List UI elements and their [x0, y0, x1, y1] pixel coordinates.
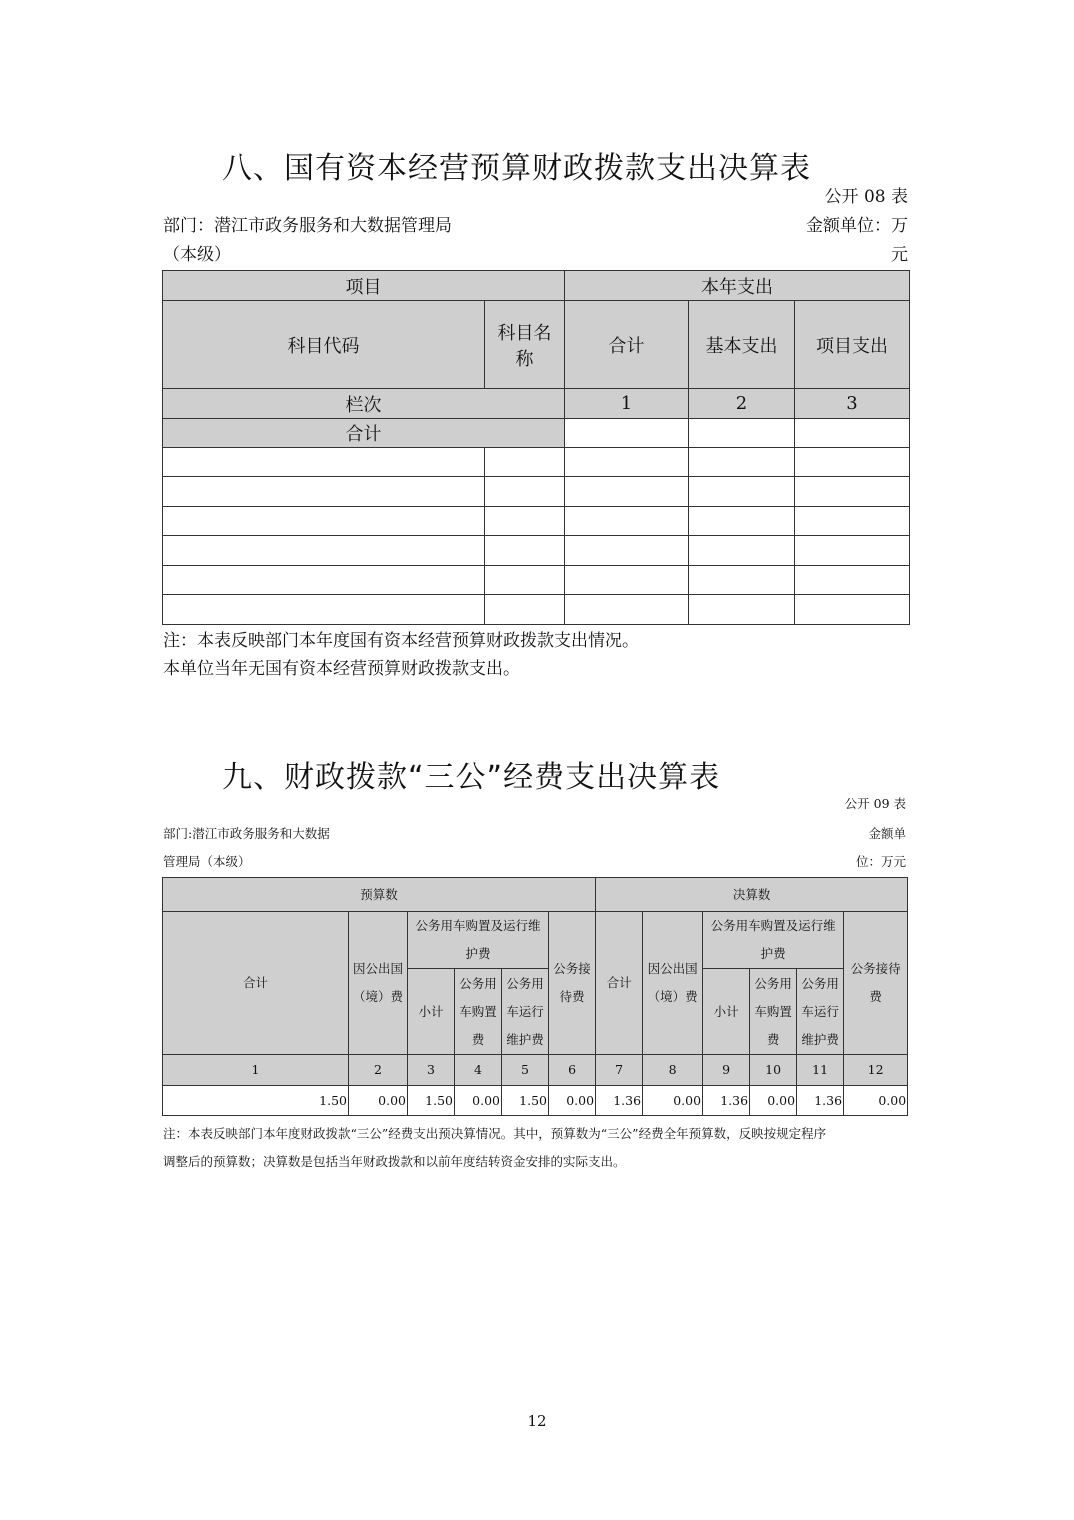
- col-number: 4: [455, 1055, 502, 1086]
- header-final-subtotal: 小计: [703, 969, 750, 1055]
- header-final-purchase: 公务用 车购置 费: [750, 969, 797, 1055]
- col-number: 1: [163, 1055, 349, 1086]
- value-cell: 1.36: [596, 1086, 643, 1116]
- col-number: 5: [502, 1055, 549, 1086]
- section8-note: 注：本表反映部门本年度国有资本经营预算财政拨款支出情况。: [163, 631, 639, 651]
- value-cell: 0.00: [455, 1086, 502, 1116]
- value-cell: 1.36: [797, 1086, 844, 1116]
- value-cell: 1.50: [163, 1086, 349, 1116]
- section8-note-2: 本单位当年无国有资本经营预算财政拨款支出。: [163, 659, 520, 679]
- col-number-1: 1: [565, 389, 689, 419]
- section8-table: [162, 270, 910, 625]
- header-project-expense: 项目支出: [795, 301, 910, 389]
- section9-unit: 金额单: [868, 826, 906, 841]
- value-cell: 0.00: [643, 1086, 703, 1116]
- section9-note-2: 调整后的预算数；决算数是包括当年财政拨款和以前年度结转资金安排的实际支出。: [163, 1154, 626, 1169]
- col-number: 7: [596, 1055, 643, 1086]
- table-cell: [795, 419, 910, 448]
- table-row: [163, 477, 910, 507]
- header-subject-name: 科目名 称: [485, 301, 565, 389]
- page-number: 12: [527, 1412, 547, 1430]
- header-project: 项目: [163, 271, 565, 301]
- value-cell: 0.00: [750, 1086, 797, 1116]
- header-total: 合计: [565, 301, 689, 389]
- col-number: 8: [643, 1055, 703, 1086]
- table-cell: [565, 419, 689, 448]
- values-row: [163, 1086, 908, 1116]
- header-subtotal: 小计: [408, 969, 455, 1055]
- col-number: 2: [349, 1055, 408, 1086]
- header-reception: 公务接 待费: [549, 912, 596, 1055]
- section9-title: 九、财政拨款“三公”经费支出决算表: [222, 760, 721, 795]
- col-number: 6: [549, 1055, 596, 1086]
- header-purchase: 公务用 车购置 费: [455, 969, 502, 1055]
- table-row: [163, 507, 910, 536]
- header-final-vehicle: 公务用车购置及运行维 护费: [703, 912, 844, 969]
- row-label: 栏次: [163, 389, 565, 419]
- table-row: [163, 595, 910, 625]
- col-number: 11: [797, 1055, 844, 1086]
- section9-department: 部门:潜江市政务服务和大数据: [163, 826, 330, 841]
- col-number: 12: [844, 1055, 908, 1086]
- header-budget: 预算数: [163, 878, 596, 912]
- section9-unit-cont: 位：万元: [855, 854, 906, 869]
- value-cell: 1.50: [502, 1086, 549, 1116]
- section9-note: 注：本表反映部门本年度财政拨款“三公”经费支出预决算情况。其中，预算数为“三公”经费全年预算数，反映按规定程序: [163, 1126, 827, 1141]
- section8-department-level: （本级）: [163, 245, 231, 265]
- value-cell: 1.50: [408, 1086, 455, 1116]
- header-final-running: 公务用 车运行 维护费: [797, 969, 844, 1055]
- section8-form-number: 公开 08 表: [824, 187, 908, 207]
- section9-table: [162, 877, 908, 1116]
- section8-department: 部门：潜江市政务服务和大数据管理局: [163, 216, 452, 236]
- value-cell: 1.36: [703, 1086, 750, 1116]
- table-row: [163, 448, 910, 477]
- section8-unit: 金额单位：万: [806, 216, 908, 236]
- header-final-total: 合计: [596, 912, 643, 1055]
- section9-form-number: 公开 09 表: [844, 796, 906, 811]
- header-running: 公务用 车运行 维护费: [502, 969, 549, 1055]
- col-number: 10: [750, 1055, 797, 1086]
- header-basic: 基本支出: [689, 301, 795, 389]
- header-final-reception: 公务接待 费: [844, 912, 908, 1055]
- value-cell: 0.00: [349, 1086, 408, 1116]
- col-number-3: 3: [795, 389, 910, 419]
- header-current-year: 本年支出: [565, 271, 910, 301]
- column-number-row: [163, 1055, 908, 1086]
- col-number: 3: [408, 1055, 455, 1086]
- section8-unit-cont: 元: [891, 245, 908, 265]
- header-total: 合计: [163, 912, 349, 1055]
- section9-department-level: 管理局（本级）: [163, 854, 251, 869]
- value-cell: 0.00: [549, 1086, 596, 1116]
- table-row: [163, 566, 910, 595]
- sum-row-label: 合计: [163, 419, 565, 448]
- value-cell: 0.00: [844, 1086, 908, 1116]
- header-subject-code: 科目代码: [163, 301, 485, 389]
- section8-title: 八、国有资本经营预算财政拨款支出决算表: [222, 151, 811, 186]
- header-vehicle: 公务用车购置及运行维 护费: [408, 912, 549, 969]
- table-row: [163, 536, 910, 566]
- col-number: 9: [703, 1055, 750, 1086]
- header-abroad: 因公出国 （境）费: [349, 912, 408, 1055]
- header-final: 决算数: [596, 878, 908, 912]
- header-final-abroad: 因公出国 （境）费: [643, 912, 703, 1055]
- col-number-2: 2: [689, 389, 795, 419]
- table-cell: [689, 419, 795, 448]
